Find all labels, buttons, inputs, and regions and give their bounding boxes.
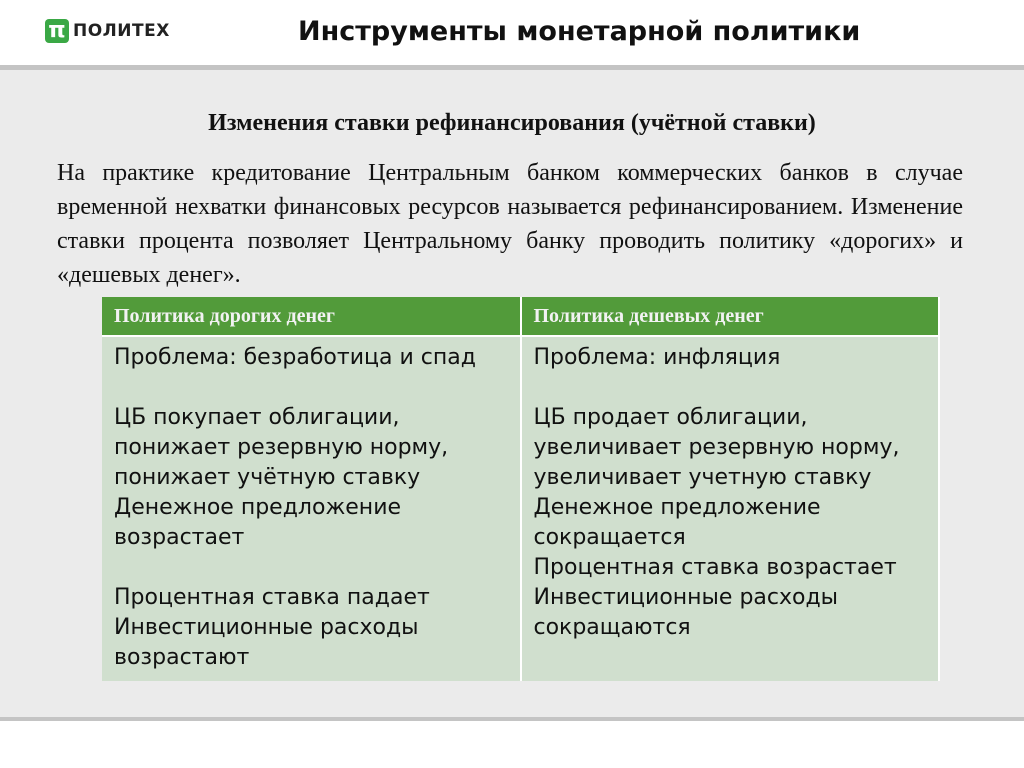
- logo-text: ПОЛИТЕХ: [73, 21, 170, 41]
- comparison-table: [102, 297, 940, 681]
- logo: [45, 19, 170, 43]
- column-header-easy-money: Политика дешевых денег: [521, 297, 940, 336]
- divider: [0, 717, 1024, 721]
- intro-paragraph: На практике кредитование Центральным банком коммерческих банков в случае временной нехватки финансовых ресурсов называется рефинансированием. Изменение ставки процента позволяет Центральному банку проводить политику «дорогих» и «дешевых денег».: [57, 160, 963, 288]
- cell-text-easy-money: Проблема: инфляция ЦБ продает облигации, увеличивает резервную норму, увеличивает учетную ставку Денежное предложение сокращается Процентная ставка возрастает Инвестиционные расходы сокращаются: [533, 345, 900, 640]
- table-cell: [102, 336, 521, 681]
- column-header-tight-money: Политика дорогих денег: [102, 297, 521, 336]
- table-cell: [521, 336, 940, 681]
- slide-subtitle: Изменения ставки рефинансирования (учётной ставки): [208, 110, 816, 136]
- slide-title: Инструменты монетарной политики: [298, 16, 861, 47]
- slide-header: [0, 0, 1024, 66]
- pi-logo-icon: π: [45, 19, 69, 43]
- cell-text-tight-money: Проблема: безработица и спад ЦБ покупает облигации, понижает резервную норму, понижает учётную ставку Денежное предложение возрастает Процентная ставка падает Инвестиционные расходы возрастают: [114, 345, 476, 670]
